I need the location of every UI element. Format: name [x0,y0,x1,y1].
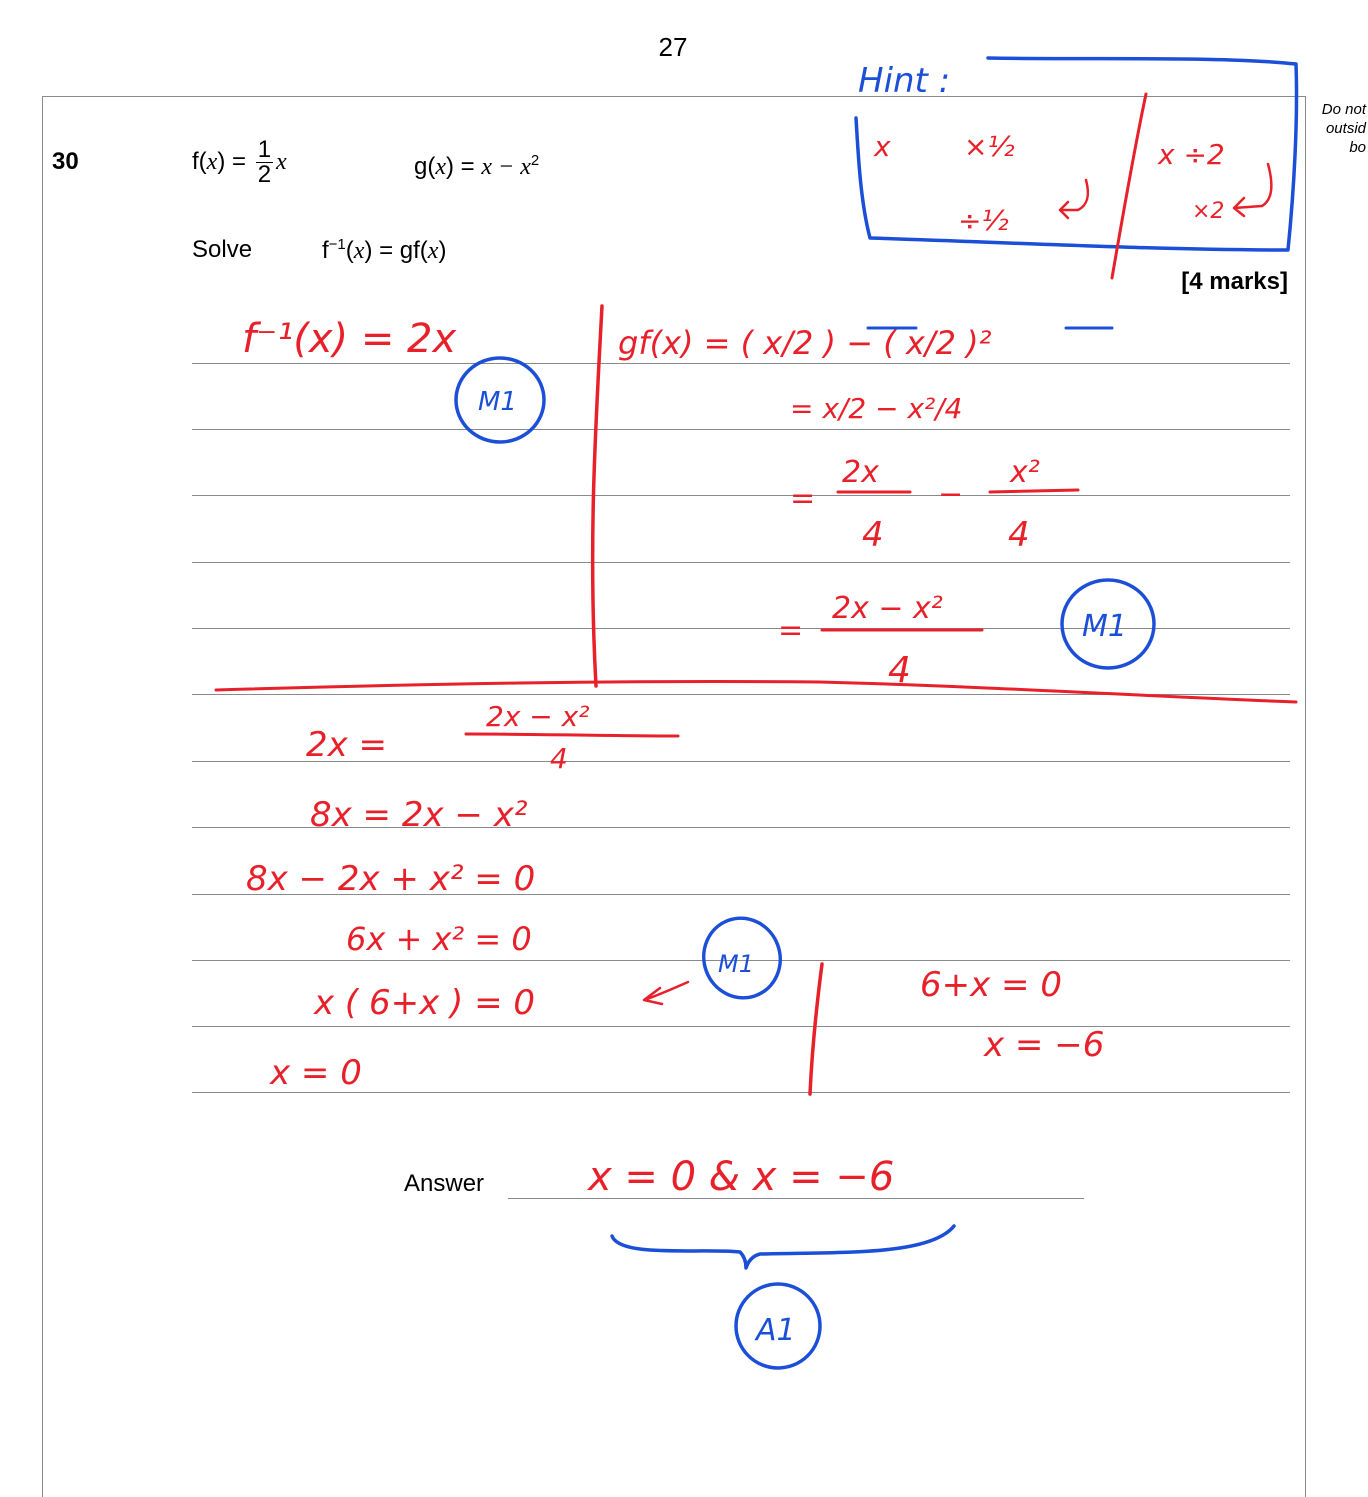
eq6: x = 0 [270,1053,362,1093]
g-expr: x − x [481,154,531,180]
gf-line-3-den-a: 4 [862,515,884,555]
eq2: 8x = 2x − x² [310,795,528,835]
hint-left-bottom: ÷½ [958,204,1009,237]
question-number: 30 [52,148,79,175]
hint-title: Hint : [858,61,951,101]
hint-left-top-a: x [874,130,891,163]
solve-f: f [322,237,329,264]
pointer-arrow [644,982,688,1004]
gf-line-1: gf(x) = ( x/2 ) − ( x/2 )² [618,324,992,362]
frac-bar [466,734,678,736]
hint-arrow-right [1234,164,1271,216]
solve-var2: x [427,238,439,264]
g-lhs: g( [414,153,436,180]
solve-inverse: −1 [328,236,346,253]
m1-label: M1 [1082,609,1127,644]
gf-line-3-num-b: x² [1010,455,1040,490]
f-tail: x [276,148,287,175]
g-rhs: ) = [446,153,475,180]
eq1-lhs: 2x = [306,725,388,765]
gf-line-3-eq: = [790,481,816,516]
solve-label: Solve [192,236,253,263]
g-exponent: 2 [530,152,540,169]
gf-line-3-den-b: 4 [1008,515,1030,555]
working-separator [216,681,1296,702]
f-rhs: ) = [217,147,247,175]
eq4: 6x + x² = 0 [346,920,532,958]
solve-open: ( [345,237,354,264]
working-divider-lower [810,964,822,1094]
m1-label: M1 [478,387,517,417]
gf-line-4-num: 2x − x² [832,591,943,626]
gf-line-4-eq: = [778,613,804,648]
m1-label: M1 [718,950,754,978]
margin-note-line: bo [1349,139,1366,156]
solve-var: x [353,238,365,264]
hint-left-top-b: ×½ [964,130,1015,163]
margin-note-line: Do not [1321,101,1366,118]
marks-label: [4 marks] [1181,268,1288,295]
gf-line-2: = x/2 − x²/4 [790,392,963,425]
eq8: x = −6 [984,1025,1105,1065]
gf-line-3-num-a: 2x [842,455,879,490]
f-denominator: 2 [257,161,272,188]
answer-label: Answer [404,1170,485,1197]
f-inverse-working: f⁻¹(x) = 2x [242,316,457,362]
eq7: 6+x = 0 [920,965,1062,1005]
gf-line-4-den: 4 [888,650,911,691]
f-numerator: 1 [257,136,272,163]
hint-arrow-left [1060,180,1088,218]
solve-close: ) [438,237,447,264]
eq5: x ( 6+x ) = 0 [314,983,536,1023]
g-var: x [435,154,446,180]
answer-brace [612,1226,954,1268]
hint-right-bottom: ×2 [1192,199,1225,224]
page-number: 27 [658,32,688,62]
margin-note-line: outsid [1325,120,1366,137]
eq3: 8x − 2x + x² = 0 [246,859,536,899]
eq1-den: 4 [550,742,568,775]
f-var: x [206,148,218,175]
a1-label: A1 [756,1313,796,1348]
working-divider [593,306,602,686]
solve-mid: ) = gf( [364,237,428,264]
f-lhs: f( [192,147,207,175]
hint-divider [1112,94,1146,278]
gf-line-3-minus: − [938,477,964,512]
eq1-num: 2x − x² [486,700,590,733]
final-answer: x = 0 & x = −6 [588,1154,895,1200]
hint-right-top: x ÷2 [1158,138,1225,171]
